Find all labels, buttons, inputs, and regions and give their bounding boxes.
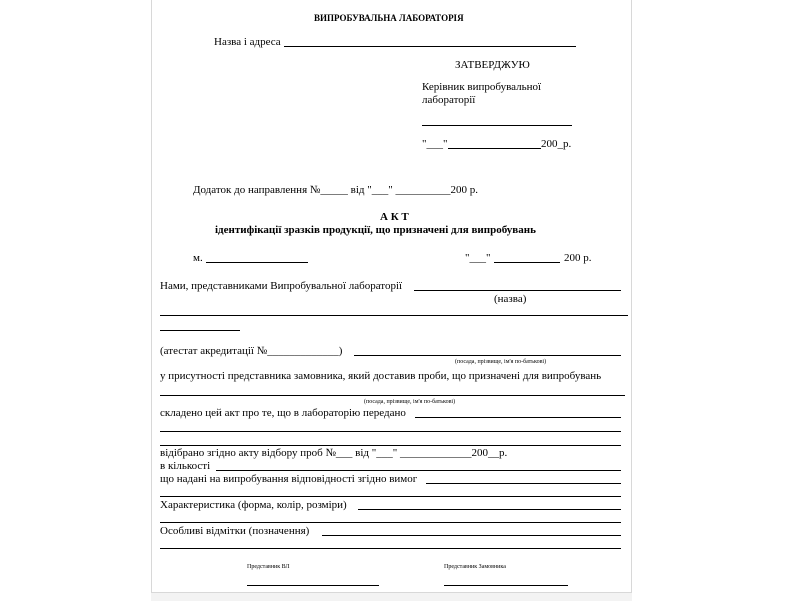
by-us-text: Нами, представниками Випробувальної лабораторії	[160, 280, 403, 292]
characteristics-line	[358, 509, 621, 510]
page-border-left	[151, 0, 152, 592]
name-hint: (назва)	[494, 293, 527, 305]
page-border-right	[631, 0, 632, 592]
selected-text: відібрано згідно акту відбору проб №___ від "___" _____________200__р.	[160, 447, 508, 459]
quantity-text: в кількості	[160, 460, 211, 472]
city-prefix: м.	[193, 252, 203, 264]
head-signature-line	[422, 125, 572, 126]
act-subtitle: ідентифікації зразків продукції, що призначені для випробувань	[215, 224, 536, 236]
lab-reps-line	[354, 355, 621, 356]
special-marks-text: Особливі відмітки (позначення)	[160, 525, 310, 537]
approval-date-line	[448, 148, 541, 149]
characteristics-line-2	[160, 522, 621, 523]
special-marks-line-2	[160, 548, 621, 549]
transferred-line-2	[160, 431, 621, 432]
accreditation-text: (атестат акредитації №_____________)	[160, 345, 343, 357]
lab-rep-label: Представник ВЛ	[247, 564, 290, 570]
lab-name-line-3	[160, 330, 240, 331]
lab-rep-signature-line	[247, 585, 379, 586]
head-of-lab-line2: лабораторії	[422, 94, 476, 106]
requirements-line	[426, 483, 621, 484]
quantity-line	[216, 470, 621, 471]
approve-heading: ЗАТВЕРДЖУЮ	[455, 59, 530, 71]
lab-name-line-2	[160, 315, 628, 316]
position-hint-1: (посада, прізвище, ім'я по-батькові)	[455, 359, 547, 365]
approval-year: 200_р.	[541, 138, 572, 150]
head-of-lab-line1: Керівник випробувальної	[422, 81, 542, 93]
act-date-line	[494, 262, 560, 263]
lab-title: ВИПРОБУВАЛЬНА ЛАБОРАТОРІЯ	[314, 13, 464, 23]
approval-date-mark: "___"	[422, 138, 448, 150]
name-address-label: Назва і адреса	[214, 36, 281, 48]
compiled-text: складено цей акт про те, що в лабораторію передано	[160, 407, 406, 419]
transferred-line	[415, 417, 621, 418]
lab-name-line	[414, 290, 621, 291]
requirements-line-2	[160, 496, 621, 497]
special-marks-line	[322, 535, 621, 536]
name-address-line	[284, 46, 576, 47]
transferred-line-3	[160, 445, 621, 446]
submitted-text: що надані на випробування відповідності згідно вимог	[160, 473, 418, 485]
annex-text: Додаток до направлення №_____ від "___" __________200 р.	[193, 184, 478, 196]
city-line	[206, 262, 308, 263]
act-year: 200 р.	[564, 252, 592, 264]
position-hint-2: (посада, прізвище, ім'я по-батькові)	[364, 399, 456, 405]
presence-text: у присутності представника замовника, який доставив проби, що призначені для випробувань	[160, 370, 602, 382]
client-rep-line	[160, 395, 625, 396]
act-date-mark: "___"	[465, 252, 491, 264]
client-rep-label: Представник Замовника	[444, 564, 506, 570]
characteristics-text: Характеристика (форма, колір, розміри)	[160, 499, 347, 511]
act-title: А К Т	[380, 211, 409, 223]
client-rep-signature-line	[444, 585, 568, 586]
